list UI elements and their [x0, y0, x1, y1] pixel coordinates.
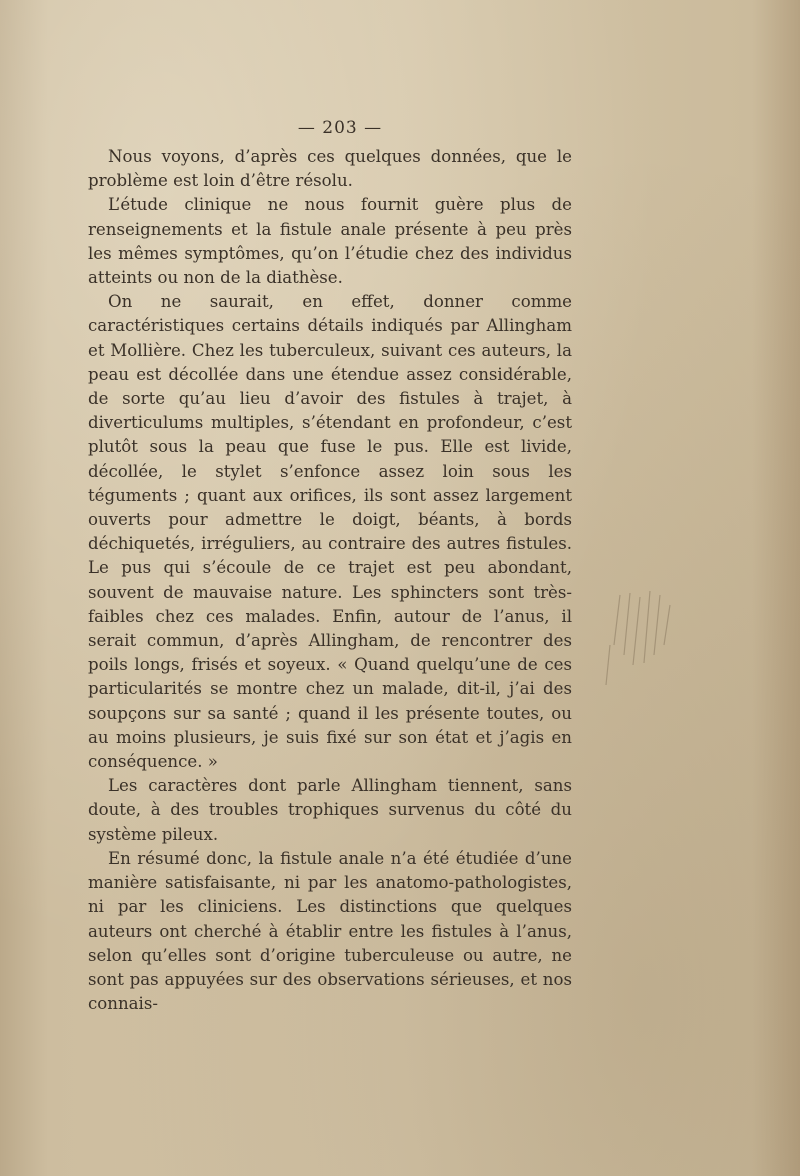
- page-number: — 203 —: [297, 118, 383, 138]
- paragraph-1: Nous voyons, d’après ces quelques données, que le problème est loin d’être résolu.: [88, 147, 572, 191]
- paragraph-2: L’étude clinique ne nous fournit guère plus de renseignements et la fistule anale présente à peu près les mêmes symptômes, qu’on l’étudie chez des individus atteints ou non de la diathèse.: [88, 195, 572, 288]
- body-text: [88, 145, 572, 1016]
- paragraph-4: Les caractères dont parle Allingham tiennent, sans doute, à des troubles trophiques survenus du côté du système pileux.: [88, 776, 572, 844]
- bleed-through-marks: [600, 585, 680, 695]
- paragraph-3: On ne saurait, en effet, donner comme caractéristiques certains détails indiqués par Allingham et Mollière. Chez les tuberculeux, suivant ces auteurs, la peau est décollée dans une étendue assez considérable, de sorte qu’au lieu d’avoir des fistules à trajet, à diverticulums multiples, s’étendant en profondeur, c’est plutôt sous la peau que fuse le pus. Elle est livide, décollée, le stylet s’enfonce assez loin sous les téguments ; quant aux orifices, ils sont assez largement ouverts pour admettre le doigt, béants, à bords déchiquetés, irréguliers, au contraire des autres fistules. Le pus qui s’écoule de ce trajet est peu abondant, souvent de mauvaise nature. Les sphincters sont très-faibles chez ces malades. Enfin, autour de l’anus, il serait commun, d’après Allingham, de rencontrer des poils longs, frisés et soyeux. « Quand quelqu’une de ces particularités se montre chez un malade, dit-il, j’ai des soupçons sur sa santé ; quand il les présente toutes, ou au moins plusieurs, je suis fixé sur son état et j’agis en conséquence. »: [88, 292, 572, 772]
- paragraph-5: En résumé donc, la fistule anale n’a été étudiée d’une manière satisfaisante, ni par les anatomo-pathologistes, ni par les cliniciens. Les distinctions que quelques auteurs ont cherché à établir entre les fistules à l’anus, selon qu’elles sont d’origine tuberculeuse ou autre, ne sont pas appuyées sur des observations sérieuses, et nos connais-: [88, 848, 572, 1014]
